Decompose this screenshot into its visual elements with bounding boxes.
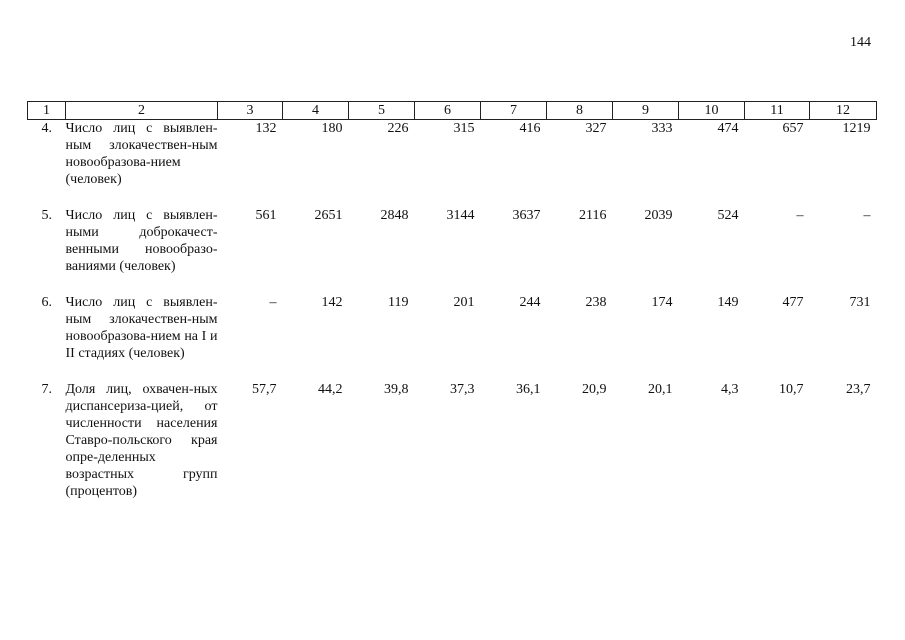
row-indicator-name: Доля лиц, охвачен-ных диспансериза-цией, от численности населения Ставро-польского края опре-деленных возрастных групп (процентов) — [65, 382, 218, 499]
table-cell: 142 — [321, 295, 343, 310]
table-cell: 174 — [651, 295, 673, 310]
table-cell: 327 — [585, 121, 607, 136]
table-cell: 180 — [321, 121, 343, 136]
table-cell: 238 — [585, 295, 607, 310]
table-cell: 149 — [717, 295, 739, 310]
table-cell: 315 — [453, 121, 475, 136]
table-row — [28, 120, 877, 208]
table-cell: – — [796, 208, 804, 223]
column-number: 11 — [745, 102, 810, 120]
table-cell: 657 — [782, 121, 804, 136]
column-number: 4 — [283, 102, 349, 120]
column-number: 6 — [415, 102, 481, 120]
table-cell: 20,9 — [582, 382, 607, 397]
table-cell: 20,1 — [648, 382, 673, 397]
table-cell: 3637 — [512, 208, 541, 223]
table-cell: 132 — [255, 121, 277, 136]
table-cell: 3144 — [446, 208, 475, 223]
row-number: 5. — [41, 208, 52, 223]
table-cell: 477 — [782, 295, 804, 310]
table-cell: 44,2 — [318, 382, 343, 397]
column-number-header-row — [28, 102, 877, 120]
table-cell: 561 — [255, 208, 277, 223]
table-cell: 4,3 — [721, 382, 739, 397]
table-cell: 2651 — [314, 208, 343, 223]
row-indicator-name: Число лиц с выявлен-ным злокачествен-ным новообразова-нием на I и II стадиях (человек) — [65, 295, 218, 361]
column-number: 12 — [810, 102, 877, 120]
table-cell: 524 — [717, 208, 739, 223]
table-cell: 474 — [717, 121, 739, 136]
table-cell: 1219 — [842, 121, 871, 136]
table-cell: 39,8 — [384, 382, 409, 397]
column-number: 7 — [481, 102, 547, 120]
row-indicator-name: Число лиц с выявлен-ными доброкачест-венными новообразо-ваниями (человек) — [65, 208, 218, 274]
column-number: 9 — [613, 102, 679, 120]
column-number: 5 — [349, 102, 415, 120]
table-cell: 2848 — [380, 208, 409, 223]
table-cell: 119 — [388, 295, 409, 310]
table-cell: 416 — [519, 121, 541, 136]
table-cell: 2039 — [644, 208, 673, 223]
row-number: 6. — [41, 295, 52, 310]
table-cell: 731 — [849, 295, 871, 310]
column-number: 2 — [66, 102, 218, 120]
table-cell: 36,1 — [516, 382, 541, 397]
table-cell: 226 — [387, 121, 409, 136]
table-cell: 23,7 — [846, 382, 871, 397]
row-indicator-name: Число лиц с выявлен-ным злокачествен-ным новообразова-нием (человек) — [65, 121, 218, 187]
table-cell: 10,7 — [779, 382, 804, 397]
table-cell: 57,7 — [252, 382, 277, 397]
column-number: 3 — [218, 102, 283, 120]
row-number: 7. — [41, 382, 52, 397]
column-number: 10 — [679, 102, 745, 120]
statistics-table — [27, 101, 877, 519]
table-cell: 244 — [519, 295, 541, 310]
row-number: 4. — [41, 121, 52, 136]
table-cell: 2116 — [579, 208, 607, 223]
table-row — [28, 294, 877, 381]
column-number: 1 — [28, 102, 66, 120]
table-cell: 37,3 — [450, 382, 475, 397]
page-number: 144 — [850, 35, 871, 50]
table-cell: – — [863, 208, 871, 223]
table-cell: – — [269, 295, 277, 310]
table-row — [28, 207, 877, 294]
table-cell: 201 — [453, 295, 475, 310]
column-number: 8 — [547, 102, 613, 120]
table-cell: 333 — [651, 121, 673, 136]
table-row — [28, 381, 877, 519]
